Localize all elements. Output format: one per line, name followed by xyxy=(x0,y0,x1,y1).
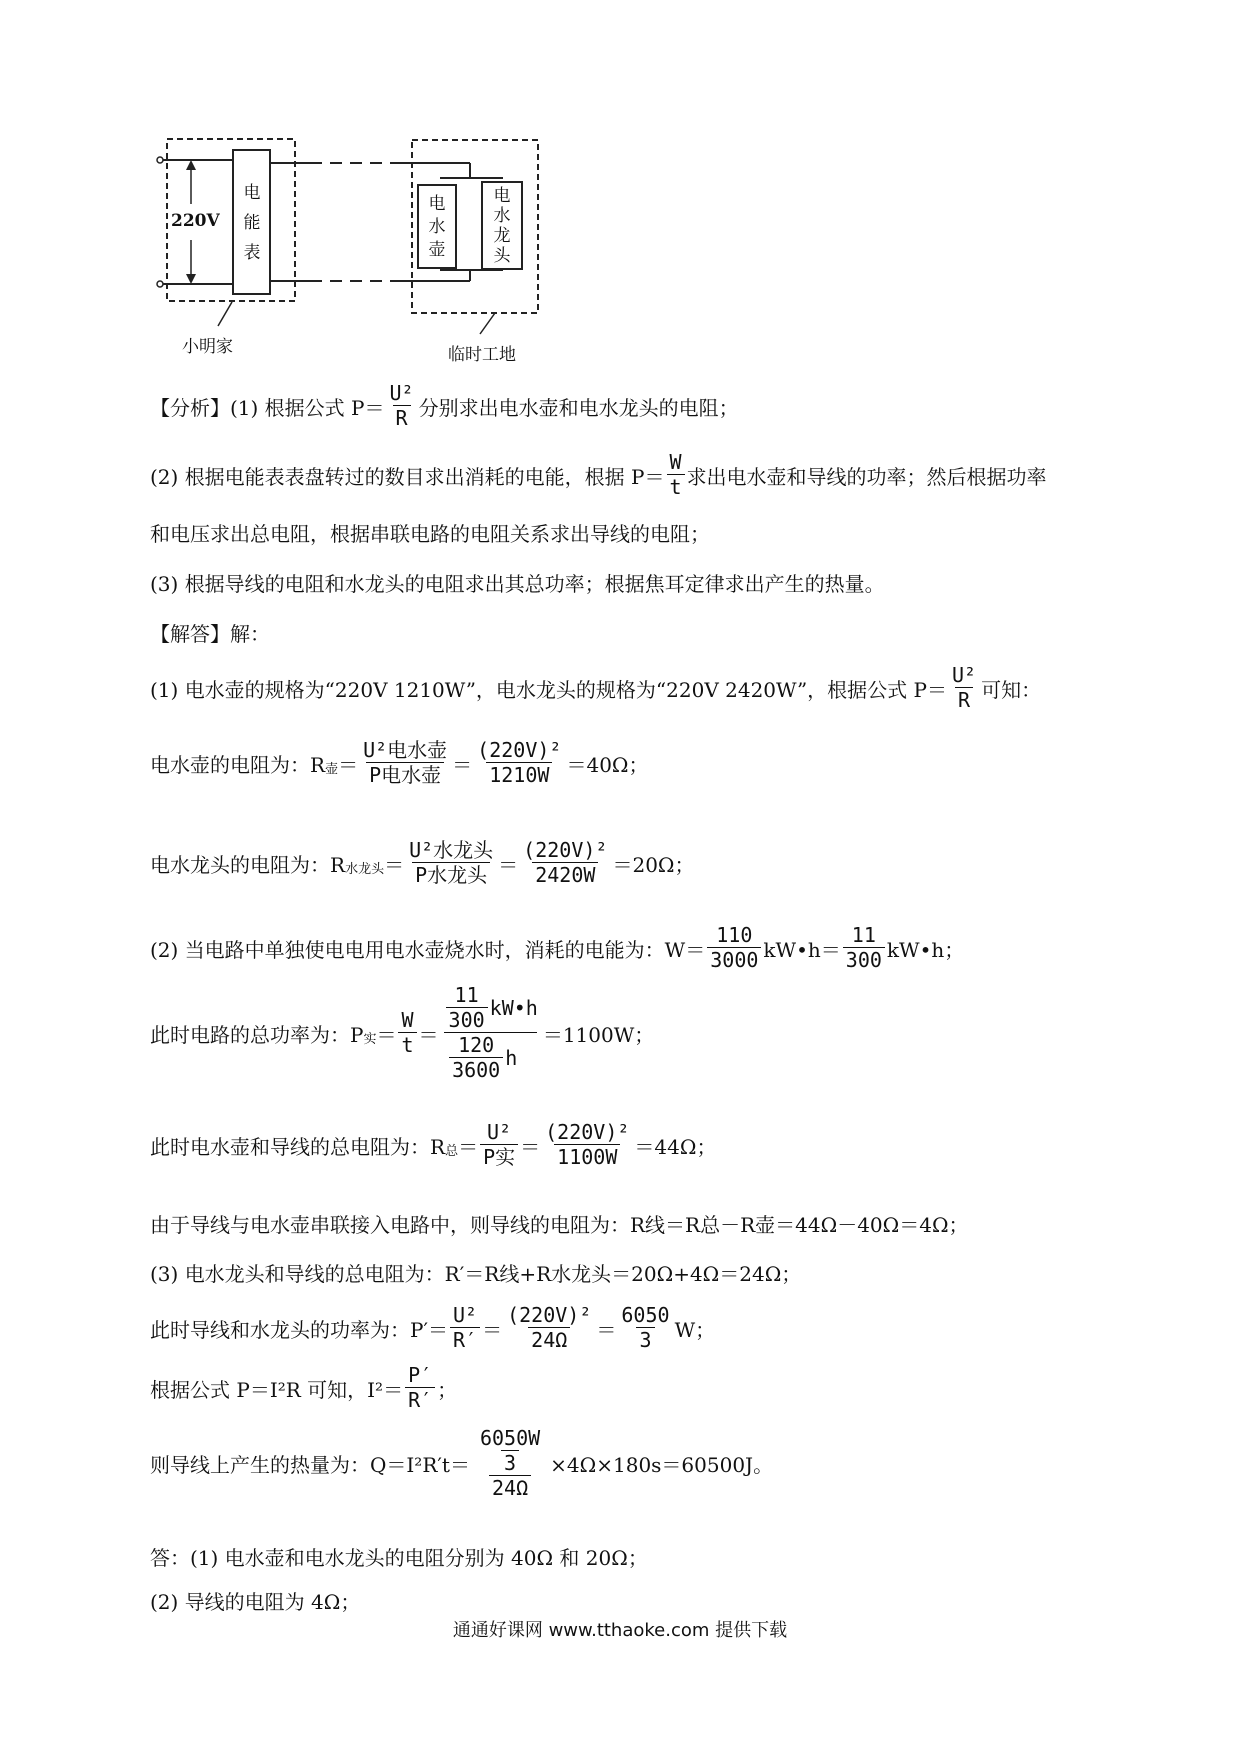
fraction: $\frac{\text{U²电水壶}}{\text{P电水壶}}$ xyxy=(363,738,448,787)
total-power: 此时电路的总功率为：P 实 ＝ $\frac{W}{t}$ ＝ $\frac{11}{300}$ kW•h $\frac{120}{3600}$ h ＝1100W； xyxy=(150,983,655,1082)
fraction: $\frac{110}{3000}$ xyxy=(707,925,761,971)
analysis-line-4: (3) 根据导线的电阻和水龙头的电阻求出其总功率；根据焦耳定律求出产生的热量。 xyxy=(150,572,885,596)
final-answer-2: (2) 导线的电阻为 4Ω； xyxy=(150,1590,361,1614)
home-label: 小明家 xyxy=(182,337,233,357)
fraction: $\frac{P'}{R'}$ xyxy=(405,1365,435,1411)
circuit-diagram xyxy=(0,0,1240,380)
current-formula: 根据公式 P＝I²R 可知，I²＝ $\frac{P'}{R'}$ ； xyxy=(150,1363,458,1412)
fraction: $\frac{\text{U²}}{\text{P实}}$ xyxy=(480,1122,518,1168)
kettle-resistance: 电水壶的电阻为：R 壶 ＝ $\frac{\text{U²电水壶}}{\text{P电水壶}}$ ＝ $\frac{\text{(220V)²}}{1210W}$ ＝40Ω； xyxy=(150,738,649,787)
heat: 则导线上产生的热量为：Q＝I²R′t＝ $\frac{\frac{6050W}{3}}{24\Omega}$ ×4Ω×180s＝60500J。 xyxy=(150,1426,774,1500)
total-resistance: 此时电水壶和导线的总电阻为：R 总 ＝ $\frac{\text{U²}}{\text{P实}}$ ＝ $\frac{\text{(220V)²}}{1100W}$ ＝44Ω； xyxy=(150,1120,717,1169)
fraction: $\frac{\text{U²}}{R}$ xyxy=(952,663,977,712)
final-answer-1: 答：(1) 电水壶和电水龙头的电阻分别为 40Ω 和 20Ω； xyxy=(150,1546,648,1570)
fraction: $\frac{W}{t}$ xyxy=(398,1010,416,1056)
analysis-line-3: 和电压求出总电阻，根据串联电路的电阻关系求出导线的电阻； xyxy=(150,522,710,546)
fraction: $\frac{\text{U²水龙头}}{\text{P水龙头}}$ xyxy=(409,838,494,887)
analysis-line-1: 【分析】(1) 根据公式 P＝ $\frac{\text{U²}}{R}$ 分别求出电水壶和电水龙头的电阻； xyxy=(150,381,739,430)
compound-fraction: $\frac{11}{300}$ kW•h $\frac{120}{3600}$ h xyxy=(441,985,541,1081)
tap-resistance: 电水龙头的电阻为：R 水龙头 ＝ $\frac{\text{U²水龙头}}{\text{P水龙头}}$ ＝ $\frac{\text{(220V)²}}{2420W}$ ＝20Ω； xyxy=(150,838,695,887)
tap-label: 电 水 龙 头 xyxy=(493,186,511,266)
site-label: 临时工地 xyxy=(448,345,516,365)
analysis-line-2: (2) 根据电能表表盘转过的数目求出消耗的电能，根据 P＝ $\frac{W}{t}$ 求出电水壶和导线的功率；然后根据功率 xyxy=(150,450,1047,499)
fraction: $\frac{W}{t}$ xyxy=(667,452,685,498)
voltage-label: 220V xyxy=(171,211,220,231)
wire-resistance: 由于导线与电水壶串联接入电路中，则导线的电阻为：R线＝R总－R壶＝44Ω－40Ω＝4Ω； xyxy=(150,1213,969,1237)
kettle-label: 电 水 壶 xyxy=(428,194,446,260)
fraction: $\frac{\text{(220V)²}}{1100W}$ xyxy=(545,1120,630,1169)
meter-label: 电 能 表 xyxy=(243,183,261,263)
fraction: $\frac{\text{U²}}{R}$ xyxy=(389,381,414,430)
fraction: $\frac{\text{(220V)²}}{2420W}$ xyxy=(523,838,608,887)
fraction: $\frac{11}{300}$ xyxy=(843,925,885,971)
answer-step-3: (3) 电水龙头和导线的总电阻为：R′＝R线+R水龙头＝20Ω+4Ω＝24Ω； xyxy=(150,1262,802,1286)
answer-step-2: (2) 当电路中单独使电电用电水壶烧水时，消耗的电能为：W＝ $\frac{110}{3000}$ kW•h＝ $\frac{11}{300}$ kW•h； xyxy=(150,923,965,972)
answer-head: 【解答】解： xyxy=(150,622,270,646)
compound-fraction: $\frac{\frac{6050W}{3}}{24\Omega}$ xyxy=(479,1426,541,1500)
fraction: $\frac{\text{U²}}{R'}$ xyxy=(450,1305,480,1351)
wire-tap-power: 此时导线和水龙头的功率为：P′＝ $\frac{\text{U²}}{R'}$ ＝ $\frac{\text{(220V)²}}{24\Omega}$ ＝ $\frac{6050}{3}$ W； xyxy=(150,1303,716,1352)
answer-step-1: (1) 电水壶的规格为“220V 1210W”，电水龙头的规格为“220V 2420W”，根据公式 P＝ $\frac{\text{U²}}{R}$ 可知： xyxy=(150,663,1042,712)
fraction: $\frac{6050}{3}$ xyxy=(621,1303,670,1352)
fraction: $\frac{\text{(220V)²}}{24\Omega}$ xyxy=(507,1303,592,1352)
footer: 通通好课网 www.tthaoke.com 提供下载 xyxy=(452,1620,788,1641)
fraction: $\frac{\text{(220V)²}}{1210W}$ xyxy=(477,738,562,787)
